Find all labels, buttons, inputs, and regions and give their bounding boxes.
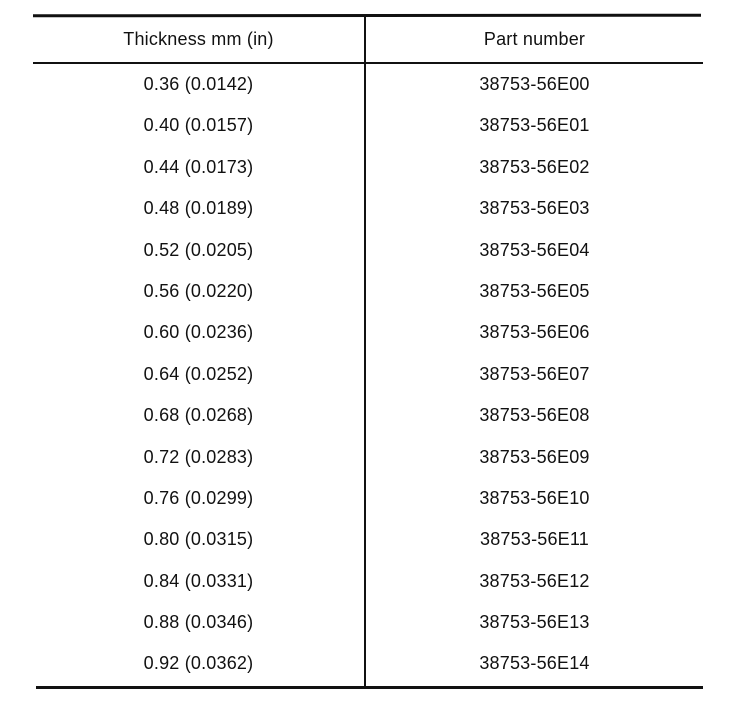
cell-part-number: 38753-56E13: [479, 612, 590, 633]
cell-thickness: 0.88 (0.0346): [143, 612, 254, 633]
table-row: [33, 64, 703, 105]
cell-part-number: 38753-56E10: [479, 487, 590, 508]
header-part-number: Part number: [483, 29, 586, 49]
cell-thickness: 0.84 (0.0331): [143, 570, 254, 591]
cell-part-number: 38753-56E06: [479, 322, 590, 343]
header-thickness: Thickness mm (in): [123, 29, 274, 49]
cell-part-number: 38753-56E14: [479, 653, 590, 674]
cell-thickness: 0.80 (0.0315): [143, 529, 254, 550]
cell-thickness: 0.72 (0.0283): [143, 446, 254, 467]
cell-thickness: 0.92 (0.0362): [143, 653, 254, 674]
table-row: [33, 230, 703, 271]
cell-part-number: 38753-56E09: [479, 446, 590, 467]
cell-part-number: 38753-56E07: [479, 363, 590, 384]
cell-thickness: 0.56 (0.0220): [143, 280, 254, 301]
cell-part-number: 38753-56E03: [479, 198, 590, 219]
cell-thickness: 0.48 (0.0189): [143, 198, 254, 219]
cell-part-number: 38753-56E12: [479, 570, 590, 591]
cell-thickness: 0.36 (0.0142): [143, 74, 254, 94]
cell-thickness: 0.52 (0.0205): [143, 239, 254, 260]
table-row: [33, 602, 703, 643]
cell-part-number: 38753-56E00: [479, 74, 590, 94]
table-row: [33, 312, 703, 353]
cell-part-number: 38753-56E11: [480, 529, 589, 550]
table-row: [33, 395, 703, 436]
table-row: [33, 437, 703, 478]
table-row: [33, 271, 703, 312]
table-header-row: [33, 17, 703, 62]
cell-thickness: 0.64 (0.0252): [143, 363, 254, 384]
cell-part-number: 38753-56E02: [479, 156, 590, 177]
cell-thickness: 0.76 (0.0299): [143, 487, 254, 508]
cell-part-number: 38753-56E01: [479, 115, 590, 136]
table-row: [33, 354, 703, 395]
table-row: [33, 643, 703, 684]
table-row: [33, 147, 703, 188]
cell-part-number: 38753-56E08: [479, 405, 590, 426]
cell-thickness: 0.60 (0.0236): [143, 322, 254, 343]
table-row: [33, 519, 703, 560]
table-row: [33, 105, 703, 146]
shim-table: [33, 14, 703, 690]
table-row: [33, 561, 703, 602]
cell-part-number: 38753-56E05: [479, 280, 590, 301]
table-row: [33, 188, 703, 229]
cell-thickness: 0.40 (0.0157): [143, 115, 254, 136]
table-row: [33, 478, 703, 519]
table-body: [33, 64, 703, 685]
cell-thickness: 0.44 (0.0173): [143, 156, 254, 177]
table-bottom-rule: [36, 686, 703, 689]
cell-thickness: 0.68 (0.0268): [143, 405, 254, 426]
cell-part-number: 38753-56E04: [479, 239, 590, 260]
